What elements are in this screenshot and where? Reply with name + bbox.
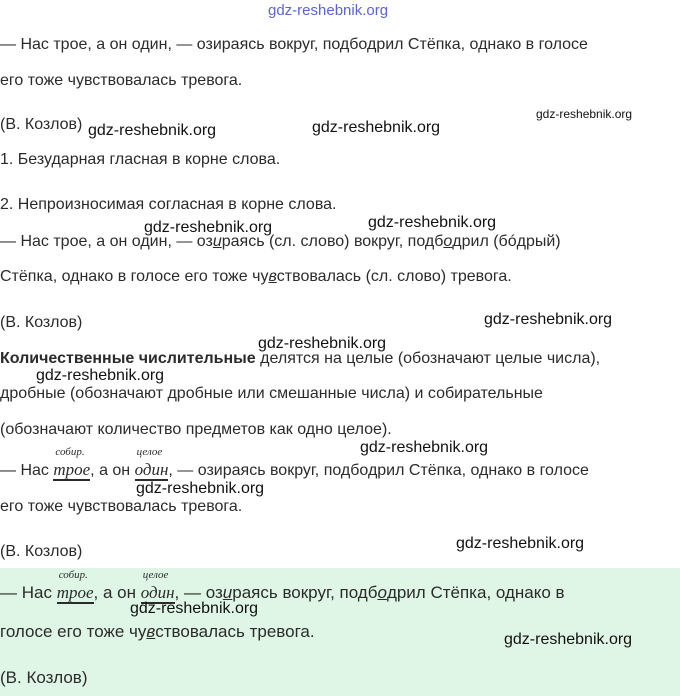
watermark-top: gdz-reshebnik.org xyxy=(268,2,389,19)
sentence-line: — Нас трое, а он один, — озираясь вокруг, подбодрил Стёпка, однако в голосе xyxy=(0,36,588,53)
orthogram: и xyxy=(222,583,233,602)
orthogram: и xyxy=(212,233,222,250)
annotated-word: собир. трое xyxy=(53,446,91,479)
watermark: gdz-reshebnik.org xyxy=(88,122,217,139)
sentence-line: его тоже чувствовалась тревога. xyxy=(0,72,243,89)
list-item: 1. Безударная гласная в корне слова. xyxy=(0,151,281,168)
watermark: gdz-reshebnik.org xyxy=(504,631,633,648)
annotated-word: собир. трое xyxy=(56,569,94,602)
annotated-word: целое один xyxy=(134,446,169,479)
sentence-line: его тоже чувствовалась тревога. xyxy=(0,498,243,515)
author: (В. Козлов) xyxy=(0,543,83,560)
watermark: gdz-reshebnik.org xyxy=(130,600,259,617)
answer-line: — Нас собир. трое, а он целое один, — озираясь вокруг, подбодрил Стёпка, однако в xyxy=(0,569,565,602)
sentence-line: — Нас собир. трое, а он целое один, — озираясь вокруг, подбодрил Стёпка, однако в голосе xyxy=(0,446,589,479)
orthogram: в xyxy=(268,268,277,285)
rule-text: Количественные числительные делятся на целые (обозначают целые числа), xyxy=(0,350,601,367)
annotated-word: целое один xyxy=(140,569,175,602)
author: (В. Козлов) xyxy=(0,668,88,687)
answer-line: голосе его тоже чувствовалась тревога. xyxy=(0,622,315,641)
author: (В. Козлов) xyxy=(0,314,83,331)
watermark: gdz-reshebnik.org xyxy=(258,335,387,352)
orthogram: о xyxy=(443,233,453,250)
watermark: gdz-reshebnik.org xyxy=(360,439,489,456)
watermark: gdz-reshebnik.org xyxy=(456,535,585,552)
rule-text: дробные (обозначают дробные или смешанные числа) и собирательные xyxy=(0,385,543,402)
watermark: gdz-reshebnik.org xyxy=(312,119,441,136)
watermark: gdz-reshebnik.org xyxy=(368,214,497,231)
sentence-line: — Нас трое, а он один, — озираясь (сл. слово) вокруг, подбодрил (бóдрый) xyxy=(0,233,561,250)
list-item: 2. Непроизносимая согласная в корне слова. xyxy=(0,196,337,213)
orthogram: о xyxy=(377,583,387,602)
watermark: gdz-reshebnik.org xyxy=(144,219,273,236)
sentence-line: Стёпка, однако в голосе его тоже чувствовалась (сл. слово) тревога. xyxy=(0,268,512,285)
orthogram: в xyxy=(146,622,156,641)
rule-text: (обозначают количество предметов как одно целое). xyxy=(0,421,392,438)
watermark: gdz-reshebnik.org xyxy=(36,367,165,384)
watermark: gdz-reshebnik.org xyxy=(536,107,633,121)
watermark: gdz-reshebnik.org xyxy=(136,480,265,497)
author: (В. Козлов) xyxy=(0,116,83,133)
watermark: gdz-reshebnik.org xyxy=(484,311,613,328)
